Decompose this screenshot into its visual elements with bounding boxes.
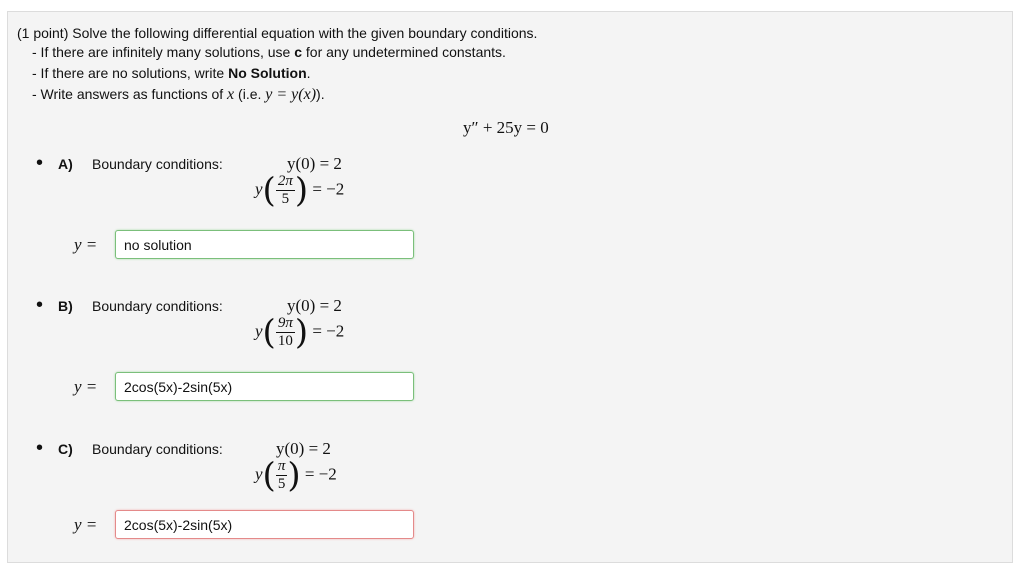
part-c-y-equals: y =: [74, 515, 98, 534]
part-c-bc2: y( $\frac{\pi}{5}$ ) = −2: [255, 455, 337, 496]
rule-no-solution-bold: No Solution: [228, 65, 307, 81]
rule-functions-mid: (i.e.: [234, 86, 266, 102]
part-b-bc2: y( $\frac{9\pi}{10}$ ) = −2: [255, 312, 345, 353]
part-c-bc2-fn: y: [255, 464, 263, 484]
part-c-bc2-rhs: = −2: [304, 464, 337, 484]
rule-no-solution-prefix: - If there are no solutions, write: [32, 65, 229, 81]
part-c-bc2-num: π: [277, 458, 286, 474]
part-a-bc1: y(0) = 2: [287, 154, 342, 173]
problem-intro: (1 point) Solve the following differential equation with the given boundary conditions.: [17, 25, 538, 41]
rule-functions-eq: y = y(x): [265, 86, 317, 103]
part-b-bc1: y(0) = 2: [287, 296, 342, 315]
part-b-answer-input[interactable]: [115, 372, 414, 401]
part-a-answer-input[interactable]: [115, 230, 414, 259]
part-c-bc2-fraction: [276, 458, 288, 493]
part-b-y-equals: y =: [74, 377, 98, 396]
bullet-b: •: [36, 294, 44, 316]
rule-infinite-suffix: for any undetermined constants.: [302, 44, 506, 60]
part-a-bc2-den: 5: [281, 191, 290, 207]
part-a-bc2: y( $\frac{2\pi}{5}$ ) = −2: [255, 170, 345, 211]
part-a-bc2-fn: y: [255, 179, 263, 199]
part-b-bc2-rhs: = −2: [312, 321, 345, 341]
rule-infinite-prefix: - If there are infinitely many solutions, use: [32, 44, 295, 60]
rule-no-solution: [32, 63, 311, 84]
rule-functions: [32, 84, 325, 105]
part-c-bc-label: Boundary conditions:: [92, 441, 223, 457]
problem-panel: [7, 11, 1013, 563]
part-c-answer-input[interactable]: [115, 510, 414, 539]
part-b-label: B): [58, 298, 73, 314]
rule-no-solution-suffix: .: [306, 65, 311, 81]
part-b-bc2-fraction: [276, 315, 295, 350]
part-a-label: A): [58, 156, 73, 172]
bullet-a: •: [36, 152, 44, 174]
part-c-label: C): [58, 441, 73, 457]
part-b-bc2-fn: y: [255, 321, 263, 341]
part-c-bc2-den: 5: [277, 476, 286, 492]
rule-functions-suffix: ).: [316, 86, 325, 102]
part-a-bc2-num: 2π: [277, 173, 293, 189]
bullet-c: •: [36, 437, 44, 459]
part-a-bc-label: Boundary conditions:: [92, 156, 223, 172]
rule-functions-x: x: [227, 86, 235, 103]
part-c-bc1: y(0) = 2: [276, 439, 331, 458]
part-b-bc-label: Boundary conditions:: [92, 298, 223, 314]
differential-equation: y″ + 25y = 0: [463, 118, 549, 137]
part-b-bc2-num: 9π: [277, 315, 293, 331]
rule-infinite: [32, 42, 506, 63]
part-a-bc2-fraction: [276, 173, 295, 208]
part-b-bc2-den: 10: [277, 333, 293, 349]
rule-functions-prefix: - Write answers as functions of: [32, 86, 228, 102]
part-a-y-equals: y =: [74, 235, 98, 254]
part-a-bc2-rhs: = −2: [312, 179, 345, 199]
rule-infinite-bold: c: [294, 44, 303, 60]
